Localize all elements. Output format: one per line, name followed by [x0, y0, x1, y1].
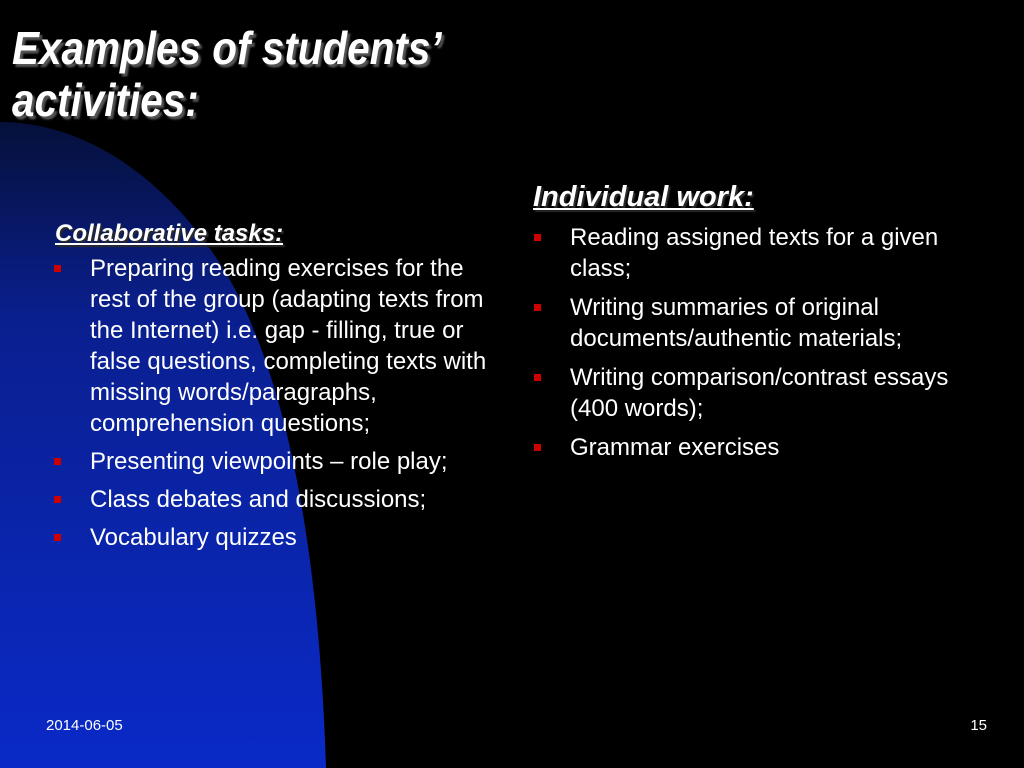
individual-work-heading: Individual work:	[533, 181, 754, 213]
list-item-text: Vocabulary quizzes	[90, 524, 297, 551]
list-item	[53, 253, 505, 439]
list-item	[53, 522, 505, 553]
list-item	[533, 432, 993, 463]
list-item-text: Presenting viewpoints – role play;	[90, 448, 448, 475]
list-item-text: Writing summaries of original documents/authentic materials;	[570, 294, 903, 352]
list-item	[53, 484, 505, 515]
individual-work-list	[533, 222, 993, 463]
individual-work-column	[533, 180, 993, 471]
list-item-text: Grammar exercises	[570, 434, 780, 461]
list-item	[53, 446, 505, 477]
square-bullet-icon	[54, 534, 61, 541]
list-item	[533, 362, 993, 424]
list-item-text: Reading assigned texts for a given class;	[570, 224, 939, 282]
square-bullet-icon	[534, 304, 541, 311]
list-item-text: Class debates and discussions;	[90, 486, 427, 513]
square-bullet-icon	[54, 496, 61, 503]
square-bullet-icon	[54, 458, 61, 465]
list-item-text: Writing comparison/contrast essays (400 words);	[570, 364, 949, 422]
collaborative-tasks-list	[55, 253, 505, 553]
list-item	[533, 222, 993, 284]
square-bullet-icon	[54, 265, 61, 272]
list-item	[533, 292, 993, 354]
slide-title: Examples of students’ activities:	[12, 22, 441, 126]
page-number: 15	[970, 717, 987, 734]
collaborative-tasks-heading: Collaborative tasks:	[55, 220, 284, 247]
collaborative-tasks-column	[55, 220, 505, 560]
list-item-text: Preparing reading exercises for the rest of the group (adapting texts from the Internet) i.e. gap - filling, true or false questions, completing texts with missing words/paragraphs, comprehension questions;	[90, 255, 487, 437]
square-bullet-icon	[534, 374, 541, 381]
square-bullet-icon	[534, 234, 541, 241]
footer-date: 2014-06-05	[46, 717, 123, 734]
square-bullet-icon	[534, 444, 541, 451]
